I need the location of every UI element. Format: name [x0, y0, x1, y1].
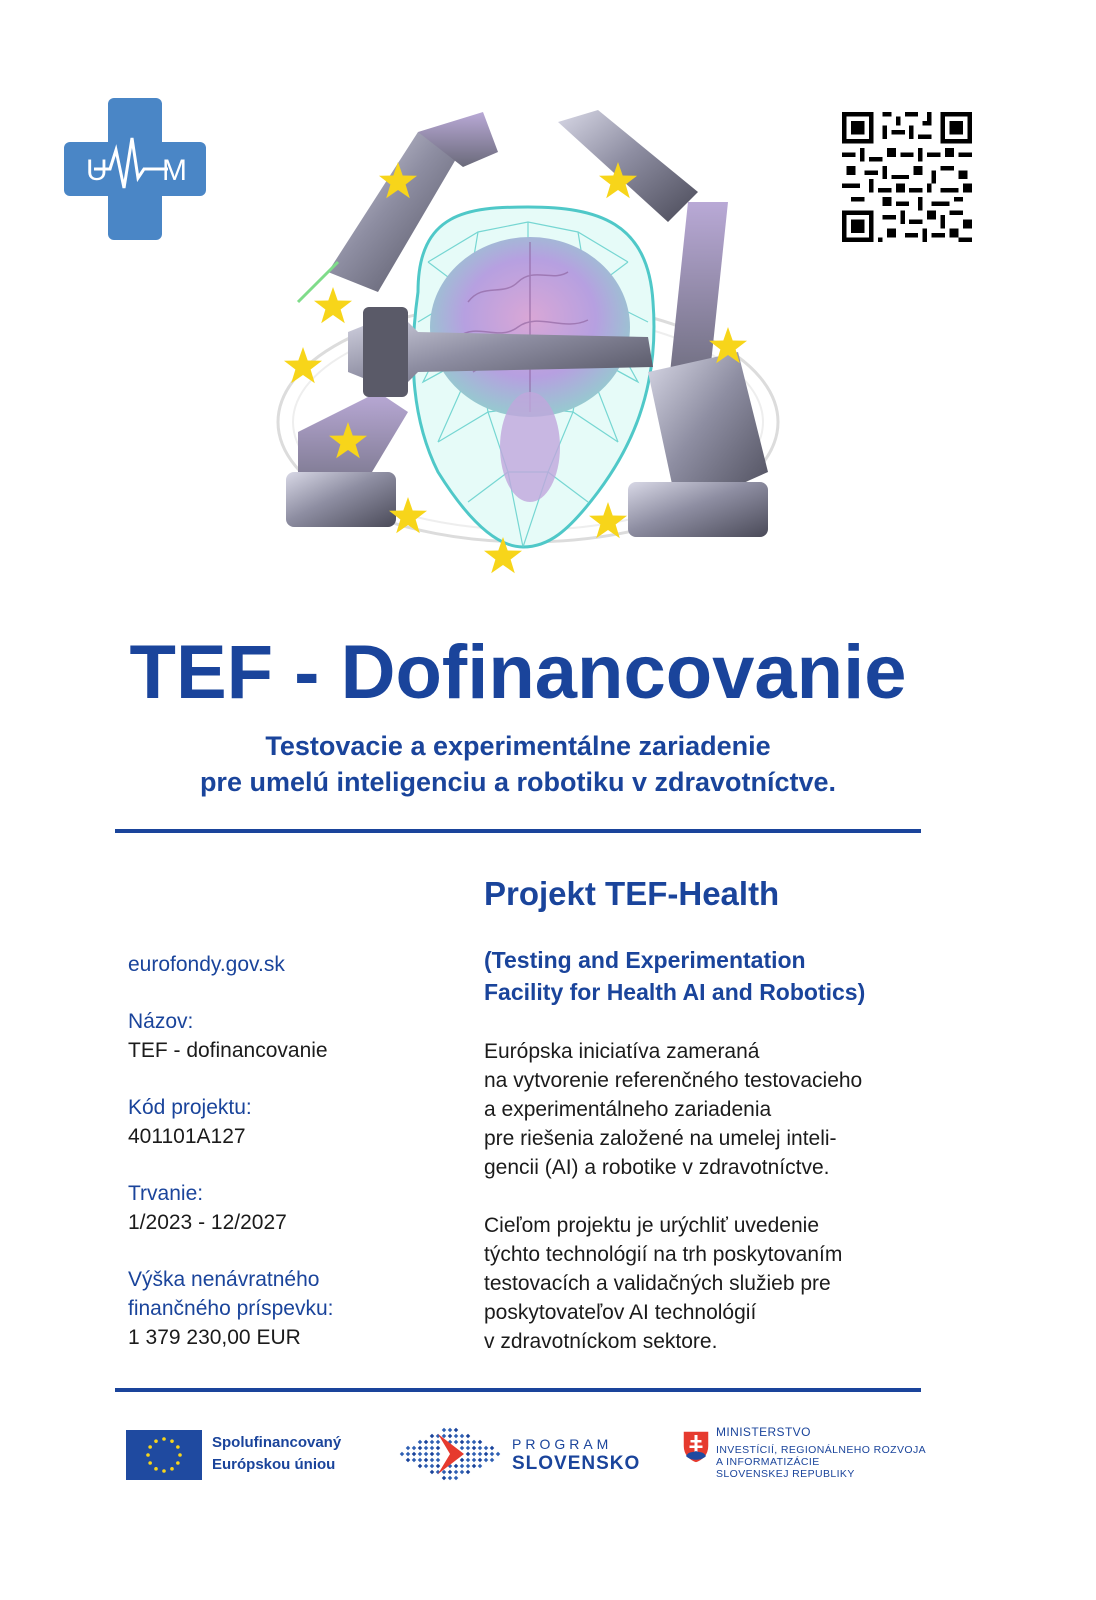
para1-line: a experimentálneho zariadenia — [484, 1098, 772, 1121]
eu-star-icon — [148, 1461, 152, 1465]
program-dot — [484, 1446, 489, 1451]
slovak-coat-of-arms-icon — [682, 1430, 710, 1464]
para1-line: Európska iniciatíva zameraná — [484, 1040, 760, 1063]
program-dot — [478, 1458, 483, 1463]
program-text-small: PROGRAM — [512, 1436, 613, 1452]
program-dot — [430, 1434, 435, 1439]
program-dot — [490, 1458, 495, 1463]
duration-label: Trvanie: — [128, 1182, 204, 1205]
eu-star-icon — [162, 1469, 166, 1473]
program-dot — [448, 1470, 453, 1475]
subtitle-line-1: Testovacie a experimentálne zariadenie — [265, 731, 771, 761]
duration-value: 1/2023 - 12/2027 — [128, 1211, 287, 1234]
page-title: TEF - Dofinancovanie — [129, 630, 907, 715]
program-dot — [442, 1476, 447, 1481]
eu-flag-icon — [126, 1430, 202, 1480]
program-dot — [460, 1434, 465, 1439]
um-logo — [64, 98, 206, 240]
program-dot — [442, 1428, 447, 1433]
program-dot — [472, 1458, 477, 1463]
eu-star-icon — [146, 1453, 150, 1457]
page-subtitle — [0, 728, 1036, 800]
program-dot — [412, 1458, 417, 1463]
code-label: Kód projektu: — [128, 1096, 252, 1119]
ministry-line-3: A INFORMATIZÁCIE — [716, 1456, 820, 1468]
eu-star-icon — [176, 1445, 180, 1449]
eu-star-icon — [170, 1439, 174, 1443]
project-description — [484, 872, 934, 1356]
program-dot — [430, 1440, 435, 1445]
program-dot — [460, 1464, 465, 1469]
para2-line: testovacích a validačných služieb pre — [484, 1272, 831, 1295]
program-dot — [460, 1440, 465, 1445]
program-dot — [472, 1440, 477, 1445]
program-dot — [466, 1440, 471, 1445]
program-dot — [406, 1446, 411, 1451]
program-dot — [424, 1452, 429, 1457]
subtitle-line-2: pre umelú inteligenciu a robotiku v zdravotníctve. — [199, 767, 837, 797]
grant-label-line-1: Výška nenávratného — [128, 1268, 320, 1291]
project-subtitle-line-2: Facility for Health AI and Robotics) — [484, 979, 866, 1005]
program-dot — [412, 1446, 417, 1451]
ministry-line-4: SLOVENSKEJ REPUBLIKY — [716, 1468, 855, 1480]
para2-line: týchto technológií na trh poskytovaním — [484, 1243, 843, 1266]
para2-line: Cieľom projektu je urýchliť uvedenie — [484, 1214, 819, 1237]
program-dot — [406, 1458, 411, 1463]
program-dot — [484, 1452, 489, 1457]
program-dot — [466, 1452, 471, 1457]
program-dot — [460, 1458, 465, 1463]
program-dot — [448, 1434, 453, 1439]
project-subtitle-line-1: (Testing and Experimentation — [484, 947, 806, 973]
program-dot — [436, 1458, 441, 1463]
program-dot — [466, 1464, 471, 1469]
project-subtitle — [484, 944, 934, 1008]
eu-text-line-2: Európskou úniou — [212, 1456, 336, 1473]
program-dot — [490, 1446, 495, 1451]
eu-text-line-1: Spolufinancovaný — [212, 1434, 342, 1451]
program-dot — [430, 1446, 435, 1451]
project-info — [128, 950, 458, 1352]
grant-label-line-2: finančného príspevku: — [128, 1297, 334, 1320]
qr-code[interactable] — [842, 112, 972, 242]
program-dot — [430, 1464, 435, 1469]
eu-star-icon — [176, 1461, 180, 1465]
para2-line: poskytovateľov AI technológií — [484, 1301, 757, 1324]
program-dot — [460, 1470, 465, 1475]
program-dot — [466, 1470, 471, 1475]
para1-line: pre riešenia založené na umelej inteli- — [484, 1127, 837, 1150]
eu-star-icon — [178, 1453, 182, 1457]
program-dot — [400, 1452, 405, 1457]
eu-star-icon — [170, 1467, 174, 1471]
para2-line: v zdravotníckom sektore. — [484, 1330, 718, 1353]
program-dot — [418, 1452, 423, 1457]
program-dot — [454, 1428, 459, 1433]
program-dot — [490, 1452, 495, 1457]
website-link[interactable]: eurofondy.gov.sk — [128, 953, 285, 976]
grant-value: 1 379 230,00 EUR — [128, 1326, 301, 1349]
para1-line: gencii (AI) a robotike v zdravotníctve. — [484, 1156, 830, 1179]
program-dot — [436, 1440, 441, 1445]
program-dot — [454, 1440, 459, 1445]
ministry-line-2: INVESTÍCIÍ, REGIONÁLNEHO ROZVOJA — [716, 1444, 926, 1456]
program-dot — [466, 1446, 471, 1451]
program-dot — [448, 1428, 453, 1433]
program-dot — [436, 1464, 441, 1469]
program-dot — [460, 1446, 465, 1451]
program-dot — [472, 1452, 477, 1457]
project-title: Projekt TEF-Health — [484, 875, 780, 912]
eu-star-icon — [154, 1467, 158, 1471]
program-text-big: SLOVENSKO — [512, 1453, 641, 1474]
hero-illustration — [268, 92, 788, 592]
program-dot — [418, 1446, 423, 1451]
program-dot — [424, 1440, 429, 1445]
eu-star-icon — [154, 1439, 158, 1443]
program-dot — [436, 1446, 441, 1451]
program-dot — [430, 1470, 435, 1475]
program-dot — [424, 1458, 429, 1463]
program-dot — [448, 1476, 453, 1481]
program-dot — [484, 1458, 489, 1463]
program-dot — [454, 1470, 459, 1475]
program-dot — [472, 1446, 477, 1451]
program-dot — [478, 1446, 483, 1451]
program-dot — [430, 1458, 435, 1463]
program-dot — [406, 1452, 411, 1457]
program-dot — [478, 1452, 483, 1457]
program-dot — [454, 1434, 459, 1439]
program-dot — [424, 1446, 429, 1451]
description-paragraph-2 — [484, 1211, 934, 1356]
program-dot — [466, 1434, 471, 1439]
um-logo-u: U — [86, 154, 108, 187]
program-dot — [412, 1452, 417, 1457]
program-dot — [472, 1464, 477, 1469]
eu-star-icon — [162, 1437, 166, 1441]
program-dot — [454, 1464, 459, 1469]
ministry-line-1: MINISTERSTVO — [716, 1425, 811, 1439]
program-dot — [478, 1440, 483, 1445]
um-logo-m: M — [162, 154, 187, 187]
name-label: Názov: — [128, 1010, 194, 1033]
program-slovensko-mark-icon — [398, 1426, 504, 1482]
eu-star-icon — [148, 1445, 152, 1449]
program-dot — [418, 1440, 423, 1445]
program-dot — [478, 1464, 483, 1469]
program-dot — [430, 1452, 435, 1457]
para1-line: na vytvorenie referenčného testovacieho — [484, 1069, 863, 1092]
program-dot — [466, 1458, 471, 1463]
divider-top — [115, 829, 921, 833]
program-dot — [418, 1458, 423, 1463]
program-dot — [418, 1464, 423, 1469]
program-dot — [454, 1476, 459, 1481]
program-dot — [424, 1464, 429, 1469]
divider-bottom — [115, 1388, 921, 1392]
code-value: 401101A127 — [128, 1125, 246, 1148]
program-dot — [436, 1452, 441, 1457]
name-value: TEF - dofinancovanie — [128, 1039, 328, 1062]
program-dot — [496, 1452, 501, 1457]
description-paragraph-1 — [484, 1037, 934, 1182]
